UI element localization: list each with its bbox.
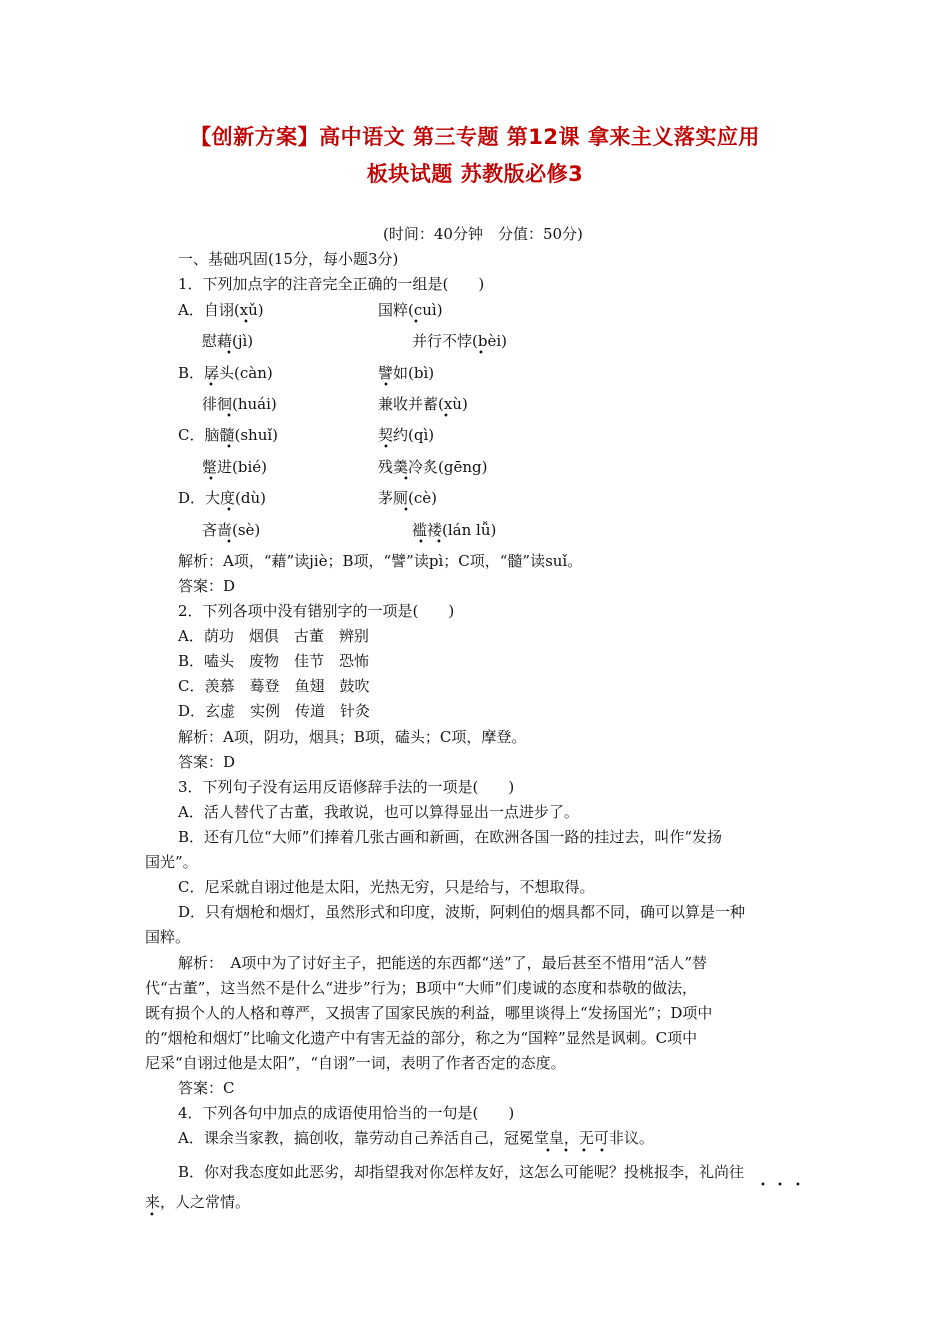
q3-option-b-line-2: 国光”。 [145,853,198,871]
emphasis-dot: • [226,348,232,359]
q2-option-b: B．嗑头 废物 佳节 恐怖 [178,652,370,670]
emphasis-dot: • [403,505,409,516]
q3-option-b-line-1: B．还有几位“大师”们捧着几张古画和新画，在欧洲各国一路的挂过去，叫作“发扬 [178,828,723,846]
emphasis-dot: • [795,1180,801,1191]
emphasis-dot: • [478,348,484,359]
q1-option-a-3: 慰藉(jì) [202,332,254,350]
q1-analysis: 解析：A项，“藉”读jiè；B项，“譬”读pì；C项，“髓”读suǐ。 [178,552,583,570]
q2-analysis: 解析：A项，阴功，烟具；B项，磕头；C项，摩登。 [178,728,527,746]
emphasis-dot: • [581,1146,587,1157]
q1-option-c-2: 契约(qì) [378,426,435,444]
q2-option-c: C．羡慕 蓦登 鱼翅 鼓吹 [178,677,370,695]
emphasis-dot: • [413,317,419,328]
q3-analysis-line-5: 尼采“自诩过他是太阳”，“自诩”一词，表明了作者否定的态度。 [145,1054,566,1072]
q1-option-b-4: 兼收并蓄(xù) [378,395,468,413]
emphasis-dot: • [208,474,214,485]
q4-option-b-line-1: B．你对我态度如此恶劣，却指望我对你怎样友好，这怎么可能呢？投桃报李，礼尚往 [178,1163,745,1181]
q3-answer: 答案：C [178,1079,235,1097]
emphasis-dot: • [149,1210,155,1221]
q3-analysis-line-3: 既有损个人的人格和尊严，又损害了国家民族的利益，哪里谈得上“发扬国光”；D项中 [145,1004,713,1022]
q2-option-d: D．玄虚 实例 传道 针灸 [178,702,371,720]
q2-option-a: A．荫功 烟俱 古董 辨别 [178,627,369,645]
emphasis-dot: • [226,537,232,548]
emphasis-dot: • [383,442,389,453]
q3-option-d-line-2: 国粹。 [145,928,191,946]
q1-option-c-1: C．脑髓(shuǐ) [178,426,278,444]
q1-option-d-3: 吝啬(sè) [202,521,261,539]
emphasis-dot: • [777,1180,783,1191]
q4-option-a: A．课余当家教，搞创收，靠劳动自己养活自己，冠冕堂皇，无可非议。 [178,1129,654,1147]
q1-option-b-3: 徘徊(huái) [202,395,277,413]
document-title-line-1: 【创新方案】高中语文 第三专题 第12课 拿来主义落实应用 [190,125,760,149]
emphasis-dot: • [599,1146,605,1157]
question-3-stem: 3．下列句子没有运用反语修辞手法的一项是( ) [178,778,515,796]
emphasis-dot: • [383,380,389,391]
q2-answer: 答案：D [178,753,236,771]
emphasis-dot: • [563,1146,569,1157]
emphasis-dot: • [418,537,424,548]
q1-option-c-4: 残羹冷炙(gēng) [378,458,488,476]
emphasis-dot: • [443,411,449,422]
q1-answer: 答案：D [178,577,236,595]
emphasis-dot: • [226,442,232,453]
question-1-stem: 1．下列加点字的注音完全正确的一组是( ) [178,275,485,293]
q1-option-a-1: A．自诩(xǔ) [178,301,264,319]
section-heading: 一、基础巩固(15分，每小题3分) [178,250,399,268]
q1-option-d-2: 茅厕(cè) [378,489,437,507]
q3-option-a: A．活人替代了古董，我敢说，也可以算得显出一点进步了。 [178,803,579,821]
q1-option-b-2: 譬如(bì) [378,364,435,382]
emphasis-dot: • [436,537,442,548]
q3-option-d-line-1: D．只有烟枪和烟灯，虽然形式和印度，波斯，阿剌伯的烟具都不同，确可以算是一种 [178,903,746,921]
question-2-stem: 2．下列各项中没有错别字的一项是( ) [178,602,455,620]
q1-option-a-4: 并行不悖(bèi) [412,332,507,350]
q3-analysis-line-2: 代“古董”，这当然不是什么“进步”行为；B项中“大师”们虔诚的态度和恭敬的做法， [145,979,698,997]
emphasis-dot: • [760,1180,766,1191]
q3-option-c: C．尼采就自诩过他是太阳，光热无穷，只是给与，不想取得。 [178,878,595,896]
q1-option-d-4: 褴褛(lán lǚ) [412,521,497,539]
question-4-stem: 4．下列各句中加点的成语使用恰当的一句是( ) [178,1104,515,1122]
q1-option-d-1: D．大度(dù) [178,489,266,507]
document-title-line-2: 板块试题 苏教版必修3 [366,162,584,186]
q1-option-b-1: B．孱头(càn) [178,364,273,382]
emphasis-dot: • [208,380,214,391]
q1-option-c-3: 蹩进(bié) [202,458,267,476]
emphasis-dot: • [243,317,249,328]
q4-option-b-line-2: 来，人之常情。 [145,1193,251,1211]
emphasis-dot: • [226,505,232,516]
q1-option-a-2: 国粹(cuì) [378,301,443,319]
exam-meta: (时间：40分钟 分值：50分) [383,225,583,243]
emphasis-dot: • [226,411,232,422]
emphasis-dot: • [403,474,409,485]
q3-analysis-line-1: 解析： A项中为了讨好主子，把能送的东西都“送”了，最后甚至不惜用“活人”替 [178,954,708,972]
emphasis-dot: • [545,1146,551,1157]
q3-analysis-line-4: 的“烟枪和烟灯”比喻文化遗产中有害无益的部分，称之为“国粹”显然是讽刺。C项中 [145,1029,698,1047]
